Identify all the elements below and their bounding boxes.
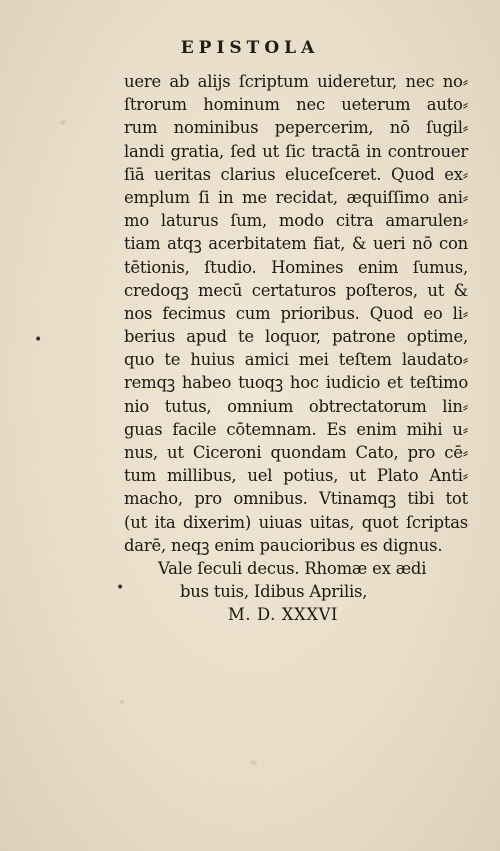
- paper-stain: [250, 760, 257, 765]
- text-line: quo te huius amici mei teſtem laudato⸗: [124, 350, 468, 370]
- text-line: uere ab aliјs ſcriptum uideretur, nec no⸗: [124, 72, 468, 91]
- text-line: guas facile cōtemnam. Es enim mihi u⸗: [124, 419, 468, 439]
- date-line: M. D. XXXVI: [228, 605, 339, 625]
- text-line: (ut ita dixerim) uiuas uitas, quot ſcriptas: [124, 512, 468, 532]
- text-line: nus, ut Ciceroni quondam Cato, pro cē⸗: [124, 443, 468, 462]
- running-head: EPISTOLA: [180, 38, 320, 58]
- text-line: nos fecimus cum prioribus. Quod eo li⸗: [124, 303, 468, 323]
- text-line: berius apud te loquor, patrone optime,: [124, 327, 468, 347]
- margin-dot: •: [34, 332, 43, 348]
- text-line: remqꝫ habeo tuoqꝫ hoc iudicio et teſtimo: [124, 373, 468, 393]
- letter-text: [124, 70, 468, 627]
- text-line: ſtrorum hominum nec ueterum auto⸗: [124, 95, 468, 115]
- text-line: tiam atqꝫ acerbitatem fiat, & ueri nō con: [124, 234, 468, 254]
- closing-line: bus tuis, Idibus Aprilis,: [180, 582, 368, 602]
- text-line: tētionis, ſtudio. Homines enim ſumus,: [124, 257, 468, 277]
- text-line: darē, neqꝫ enim paucioribus es dignus.: [124, 535, 443, 555]
- text-line: tum millibus, uel potius, ut Plato Anti⸗: [124, 466, 468, 486]
- text-line: macho, pro omnibus. Vtinamqꝫ tibi tot: [124, 489, 468, 509]
- paper-stain: [120, 700, 124, 704]
- text-line: rum nominibus pepercerim, nō ſugil⸗: [124, 118, 468, 138]
- text-line: mo laturus ſum, modo citra amarulen⸗: [124, 211, 468, 231]
- text-line: nio tutus, omnium obtrectatorum lin⸗: [124, 396, 468, 416]
- paper-stain: [60, 120, 66, 125]
- text-line: landi gratia, ſed ut ſic tractā in controuer: [124, 141, 468, 161]
- text-line: emplum ſi in me recidat, æquiſſimo ani⸗: [124, 187, 468, 207]
- margin-dot: •: [116, 580, 125, 596]
- closing-line: Vale ſeculi decus. Rhomæ ex ædi: [158, 558, 427, 578]
- text-line: ſiā ueritas clarius eluceſceret. Quod ex⸗: [124, 164, 468, 184]
- text-line: credoqꝫ mecū certaturos poſteros, ut &: [124, 280, 468, 300]
